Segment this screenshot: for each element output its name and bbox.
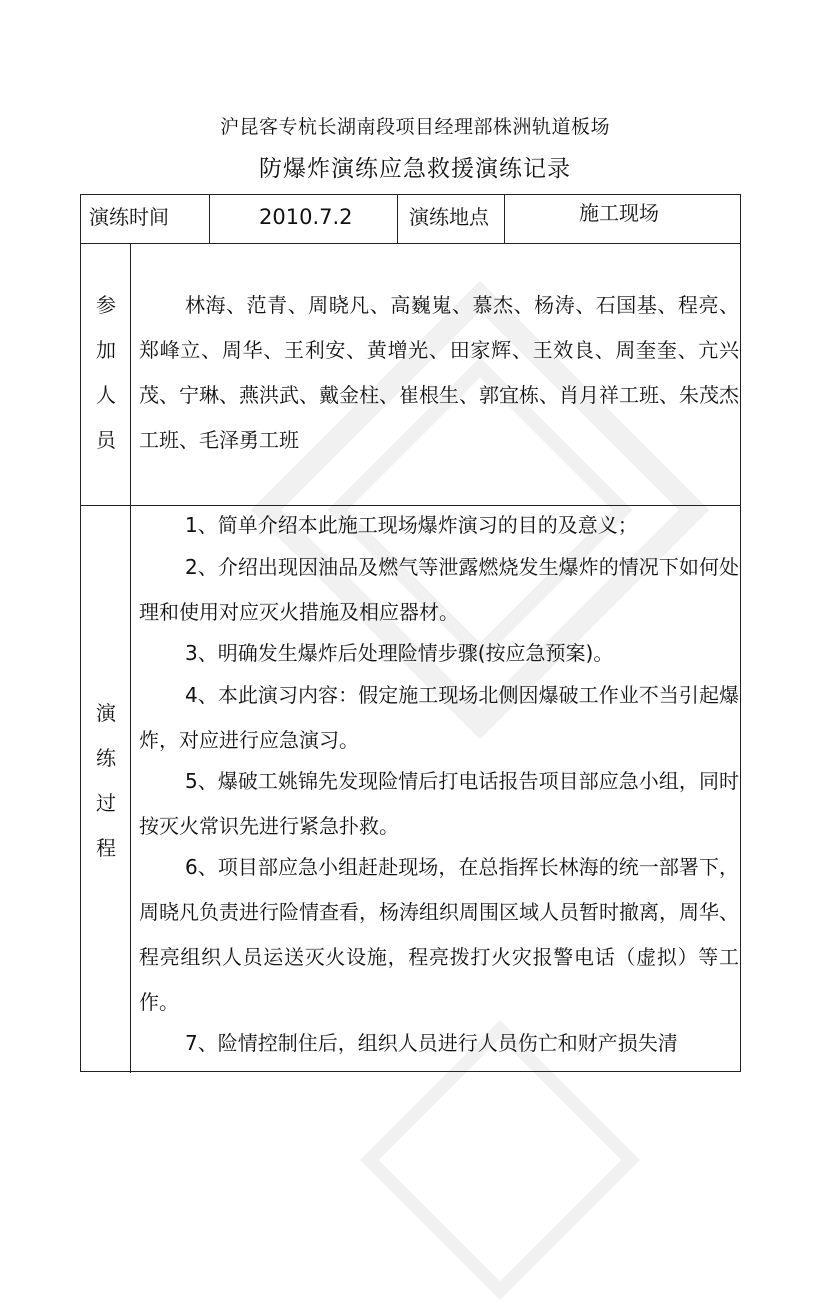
process-label xyxy=(81,691,131,871)
drill-record-table xyxy=(80,194,741,1072)
column-divider xyxy=(397,195,398,243)
drill-location-label: 演练地点 xyxy=(409,205,489,229)
drill-location-value: 施工现场 xyxy=(579,201,659,225)
participants-list: 林海、范青、周晓凡、高巍嵬、慕杰、杨涛、石国基、程亮、郑峰立、周华、王利安、黄增光、田家辉、王效良、周奎奎、亢兴茂、宁琳、燕洪武、戴金柱、崔根生、郭宜栋、肖月祥工班、朱茂杰工班、毛泽勇工班 xyxy=(139,293,739,452)
process-step: 1、简单介绍本此施工现场爆炸演习的目的及意义； xyxy=(185,513,638,537)
participants-label xyxy=(81,283,131,463)
participants-label-char: 员 xyxy=(96,428,116,452)
drill-time-label: 演练时间 xyxy=(89,205,169,229)
process-label-char: 练 xyxy=(96,746,116,770)
process-step: 7、险情控制住后，组织人员进行人员伤亡和财产损失清 xyxy=(185,1031,678,1055)
process-step: 2、介绍出现因油品及燃气等泄露燃烧发生爆炸的情况下如何处理和使用对应灭火措施及相应器材。 xyxy=(139,555,739,624)
process-label-char: 过 xyxy=(96,791,116,815)
process-step: 4、本此演习内容：假定施工现场北侧因爆破工作业不当引起爆炸，对应进行应急演习。 xyxy=(139,683,739,752)
drill-time-value: 2010.7.2 xyxy=(259,205,353,229)
process-step: 3、明确发生爆炸后处理险情步骤(按应急预案)。 xyxy=(185,641,614,665)
column-divider xyxy=(504,195,505,243)
process-step: 6、项目部应急小组赶赴现场，在总指挥长林海的统一部署下，周晓凡负责进行险情查看，杨涛组织周围区域人员暂时撤离，周华、程亮组织人员运送灭火设施，程亮拨打火灾报警电话（虚拟）等工作。 xyxy=(139,855,739,1014)
document-title: 防爆炸演练应急救援演练记录 xyxy=(259,156,571,182)
participants-label-char: 人 xyxy=(96,383,116,407)
document-subtitle: 沪昆客专杭长湖南段项目经理部株洲轨道板场 xyxy=(219,116,610,138)
process-label-char: 程 xyxy=(96,836,116,860)
participants-label-char: 参 xyxy=(96,293,116,317)
row-divider xyxy=(81,243,740,244)
process-label-char: 演 xyxy=(96,701,116,725)
process-step: 5、爆破工姚锦先发现险情后打电话报告项目部应急小组，同时按灭火常识先进行紧急扑救。 xyxy=(139,769,739,838)
column-divider xyxy=(209,195,210,243)
participants-label-char: 加 xyxy=(96,338,116,362)
